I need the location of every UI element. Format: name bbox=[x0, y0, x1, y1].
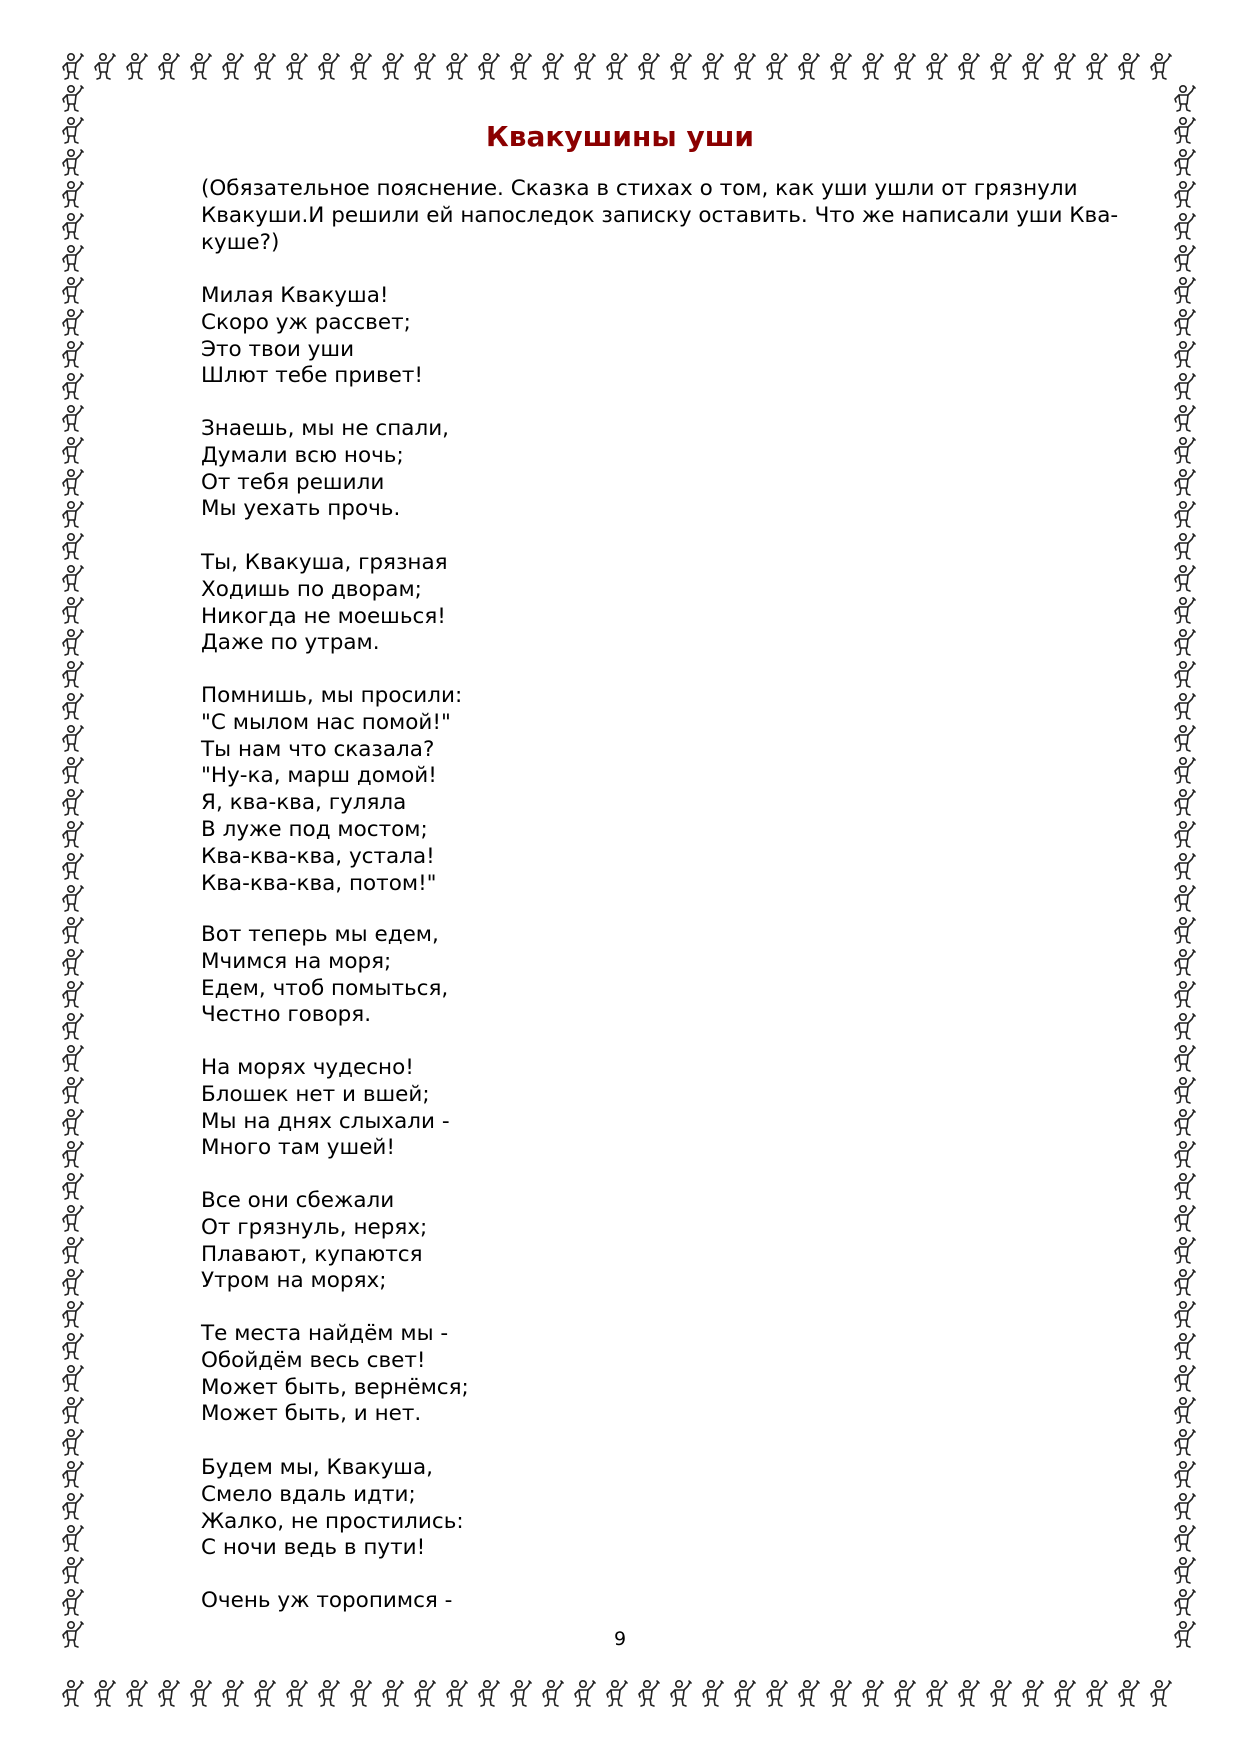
waving-figure-icon bbox=[56, 1010, 88, 1042]
waving-figure-icon bbox=[888, 50, 920, 82]
waving-figure-icon bbox=[56, 1586, 88, 1618]
waving-figure-icon bbox=[1168, 82, 1200, 114]
waving-figure-icon bbox=[56, 914, 88, 946]
waving-figure-icon bbox=[56, 786, 88, 818]
poem-line: Вот теперь мы едем, bbox=[201, 922, 439, 947]
waving-figure-icon bbox=[1168, 562, 1200, 594]
waving-figure-icon bbox=[440, 1677, 472, 1709]
waving-figure-icon bbox=[56, 402, 88, 434]
waving-figure-icon bbox=[1168, 754, 1200, 786]
waving-figure-icon bbox=[632, 1677, 664, 1709]
waving-figure-icon bbox=[952, 50, 984, 82]
poem-line: Может быть, и нет. bbox=[201, 1401, 422, 1427]
poem-line: Блошек нет и вшей; bbox=[201, 1081, 430, 1107]
waving-figure-icon bbox=[248, 50, 280, 82]
waving-figure-icon bbox=[504, 50, 536, 82]
poem-line: Жалко, не простились: bbox=[201, 1508, 464, 1534]
waving-figure-icon bbox=[56, 882, 88, 914]
stanza-7 bbox=[201, 1188, 427, 1295]
poem-line: От тебя решили bbox=[201, 469, 385, 495]
waving-figure-icon bbox=[1168, 594, 1200, 626]
waving-figure-icon bbox=[56, 1394, 88, 1426]
waving-figure-icon bbox=[1168, 1266, 1200, 1298]
waving-figure-icon bbox=[1048, 1677, 1080, 1709]
waving-figure-icon bbox=[56, 1138, 88, 1170]
waving-figure-icon bbox=[88, 50, 120, 82]
stanza-8 bbox=[201, 1321, 469, 1428]
waving-figure-icon bbox=[1168, 946, 1200, 978]
waving-figure-icon bbox=[1168, 1330, 1200, 1362]
waving-figure-icon bbox=[280, 1677, 312, 1709]
waving-figure-icon bbox=[56, 1362, 88, 1394]
waving-figure-icon bbox=[984, 1677, 1016, 1709]
waving-figure-icon bbox=[56, 1522, 88, 1554]
stanza-9 bbox=[201, 1455, 464, 1562]
stanza-4 bbox=[201, 683, 462, 897]
waving-figure-icon bbox=[440, 50, 472, 82]
waving-figure-icon bbox=[120, 50, 152, 82]
poem-line: Те места найдём мы - bbox=[201, 1321, 449, 1346]
waving-figure-icon bbox=[664, 1677, 696, 1709]
poem-line: Очень уж торопимся - bbox=[201, 1588, 453, 1613]
waving-figure-icon bbox=[1168, 1394, 1200, 1426]
poem-line: Может быть, вернёмся; bbox=[201, 1374, 469, 1400]
poem-line: Мы уехать прочь. bbox=[201, 496, 401, 522]
poem-line: Ходишь по дворам; bbox=[201, 576, 422, 602]
waving-figure-icon bbox=[1016, 1677, 1048, 1709]
waving-figure-icon bbox=[56, 1490, 88, 1522]
waving-figure-icon bbox=[56, 1298, 88, 1330]
waving-figure-icon bbox=[56, 434, 88, 466]
waving-figure-icon bbox=[216, 50, 248, 82]
waving-figure-icon bbox=[152, 1677, 184, 1709]
waving-figure-icon bbox=[56, 722, 88, 754]
waving-figure-icon bbox=[408, 1677, 440, 1709]
poem-line: Ква-ква-ква, потом!" bbox=[201, 870, 437, 896]
waving-figure-icon bbox=[1168, 242, 1200, 274]
waving-figure-icon bbox=[1016, 50, 1048, 82]
waving-figure-icon bbox=[56, 274, 88, 306]
waving-figure-icon bbox=[792, 1677, 824, 1709]
waving-figure-icon bbox=[248, 1677, 280, 1709]
intro-line: куше?) bbox=[201, 229, 280, 255]
stanza-2 bbox=[201, 416, 449, 523]
poem-line: Мчимся на моря; bbox=[201, 948, 392, 974]
waving-figure-icon bbox=[1168, 210, 1200, 242]
waving-figure-icon bbox=[1168, 1458, 1200, 1490]
waving-figure-icon bbox=[1168, 274, 1200, 306]
waving-figure-icon bbox=[1168, 914, 1200, 946]
waving-figure-icon bbox=[472, 1677, 504, 1709]
waving-figure-icon bbox=[56, 1042, 88, 1074]
waving-figure-icon bbox=[56, 1554, 88, 1586]
waving-figure-icon bbox=[1168, 978, 1200, 1010]
stanza-5 bbox=[201, 922, 448, 1029]
waving-figure-icon bbox=[1168, 1234, 1200, 1266]
waving-figure-icon bbox=[344, 50, 376, 82]
waving-figure-icon bbox=[664, 50, 696, 82]
poem-line: Смело вдаль идти; bbox=[201, 1481, 416, 1507]
waving-figure-icon bbox=[56, 370, 88, 402]
waving-figure-icon bbox=[1168, 434, 1200, 466]
waving-figure-icon bbox=[56, 1426, 88, 1458]
waving-figure-icon bbox=[1168, 786, 1200, 818]
waving-figure-icon bbox=[600, 50, 632, 82]
waving-figure-icon bbox=[536, 50, 568, 82]
waving-figure-icon bbox=[696, 50, 728, 82]
waving-figure-icon bbox=[984, 50, 1016, 82]
waving-figure-icon bbox=[1168, 626, 1200, 658]
page-border-bottom bbox=[56, 1677, 1176, 1709]
poem-line: Никогда не моешься! bbox=[201, 603, 446, 629]
waving-figure-icon bbox=[1168, 530, 1200, 562]
waving-figure-icon bbox=[760, 1677, 792, 1709]
waving-figure-icon bbox=[376, 1677, 408, 1709]
waving-figure-icon bbox=[56, 946, 88, 978]
waving-figure-icon bbox=[56, 82, 88, 114]
waving-figure-icon bbox=[1112, 50, 1144, 82]
stanza-6 bbox=[201, 1055, 450, 1162]
waving-figure-icon bbox=[376, 50, 408, 82]
waving-figure-icon bbox=[1168, 1426, 1200, 1458]
waving-figure-icon bbox=[56, 1266, 88, 1298]
waving-figure-icon bbox=[56, 1074, 88, 1106]
waving-figure-icon bbox=[184, 1677, 216, 1709]
poem-line: Думали всю ночь; bbox=[201, 442, 404, 468]
waving-figure-icon bbox=[856, 50, 888, 82]
waving-figure-icon bbox=[856, 1677, 888, 1709]
waving-figure-icon bbox=[56, 978, 88, 1010]
waving-figure-icon bbox=[56, 50, 88, 82]
poem-line: Едем, чтоб помыться, bbox=[201, 975, 449, 1001]
waving-figure-icon bbox=[536, 1677, 568, 1709]
intro-line: (Обязательное пояснение. Сказка в стихах о том, как уши ушли от грязнули bbox=[201, 176, 1078, 201]
poem-line: Знаешь, мы не спали, bbox=[201, 416, 450, 441]
poem-line: "С мылом нас помой!" bbox=[201, 709, 451, 735]
waving-figure-icon bbox=[1168, 1010, 1200, 1042]
waving-figure-icon bbox=[792, 50, 824, 82]
poem-line: Скоро уж рассвет; bbox=[201, 309, 411, 335]
intro-note bbox=[201, 176, 1131, 256]
waving-figure-icon bbox=[56, 818, 88, 850]
poem-line: Все они сбежали bbox=[201, 1188, 395, 1213]
waving-figure-icon bbox=[56, 562, 88, 594]
poem-line: С ночи ведь в пути! bbox=[201, 1535, 426, 1561]
waving-figure-icon bbox=[1168, 1074, 1200, 1106]
waving-figure-icon bbox=[408, 50, 440, 82]
waving-figure-icon bbox=[1168, 498, 1200, 530]
waving-figure-icon bbox=[1112, 1677, 1144, 1709]
waving-figure-icon bbox=[56, 178, 88, 210]
waving-figure-icon bbox=[56, 1170, 88, 1202]
waving-figure-icon bbox=[56, 1458, 88, 1490]
waving-figure-icon bbox=[312, 1677, 344, 1709]
waving-figure-icon bbox=[56, 306, 88, 338]
waving-figure-icon bbox=[824, 1677, 856, 1709]
waving-figure-icon bbox=[1080, 1677, 1112, 1709]
waving-figure-icon bbox=[1168, 1106, 1200, 1138]
waving-figure-icon bbox=[568, 1677, 600, 1709]
waving-figure-icon bbox=[344, 1677, 376, 1709]
poem-line: Ты, Квакуша, грязная bbox=[201, 550, 448, 575]
waving-figure-icon bbox=[56, 658, 88, 690]
waving-figure-icon bbox=[56, 210, 88, 242]
waving-figure-icon bbox=[56, 338, 88, 370]
waving-figure-icon bbox=[1048, 50, 1080, 82]
waving-figure-icon bbox=[568, 50, 600, 82]
waving-figure-icon bbox=[920, 1677, 952, 1709]
waving-figure-icon bbox=[56, 466, 88, 498]
waving-figure-icon bbox=[1168, 722, 1200, 754]
poem-line: Будем мы, Квакуша, bbox=[201, 1455, 433, 1480]
intro-line: Квакуши.И решили ей напоследок записку оставить. Что же написали уши Ква- bbox=[201, 202, 1119, 228]
poem-line: На морях чудесно! bbox=[201, 1055, 414, 1080]
page-number: 9 bbox=[613, 1628, 627, 1650]
waving-figure-icon bbox=[1168, 466, 1200, 498]
waving-figure-icon bbox=[1080, 50, 1112, 82]
stanza-10 bbox=[201, 1588, 452, 1615]
waving-figure-icon bbox=[696, 1677, 728, 1709]
waving-figure-icon bbox=[1168, 818, 1200, 850]
waving-figure-icon bbox=[1144, 1677, 1176, 1709]
poem-line: В луже под мостом; bbox=[201, 816, 428, 842]
waving-figure-icon bbox=[56, 530, 88, 562]
waving-figure-icon bbox=[280, 50, 312, 82]
waving-figure-icon bbox=[120, 1677, 152, 1709]
waving-figure-icon bbox=[632, 50, 664, 82]
poem-line: "Ну-ка, марш домой! bbox=[201, 763, 437, 789]
poem-line: Помнишь, мы просили: bbox=[201, 683, 463, 708]
waving-figure-icon bbox=[56, 690, 88, 722]
waving-figure-icon bbox=[56, 1677, 88, 1709]
waving-figure-icon bbox=[216, 1677, 248, 1709]
waving-figure-icon bbox=[1168, 1042, 1200, 1074]
poem-line: Это твои уши bbox=[201, 336, 355, 362]
waving-figure-icon bbox=[824, 50, 856, 82]
waving-figure-icon bbox=[56, 754, 88, 786]
waving-figure-icon bbox=[56, 594, 88, 626]
waving-figure-icon bbox=[56, 498, 88, 530]
waving-figure-icon bbox=[1168, 1554, 1200, 1586]
poem-line: Я, ква-ква, гуляла bbox=[201, 790, 407, 816]
waving-figure-icon bbox=[184, 50, 216, 82]
waving-figure-icon bbox=[56, 242, 88, 274]
waving-figure-icon bbox=[1168, 850, 1200, 882]
waving-figure-icon bbox=[920, 50, 952, 82]
waving-figure-icon bbox=[88, 1677, 120, 1709]
waving-figure-icon bbox=[760, 50, 792, 82]
page-border-right bbox=[1168, 82, 1200, 1650]
waving-figure-icon bbox=[56, 1106, 88, 1138]
stanza-3 bbox=[201, 550, 448, 657]
waving-figure-icon bbox=[1168, 1362, 1200, 1394]
waving-figure-icon bbox=[952, 1677, 984, 1709]
poem-line: Плавают, купаются bbox=[201, 1241, 423, 1267]
page-title: Квакушины уши bbox=[485, 120, 755, 153]
waving-figure-icon bbox=[1168, 1490, 1200, 1522]
waving-figure-icon bbox=[56, 850, 88, 882]
poem-line: Даже по утрам. bbox=[201, 630, 380, 656]
poem-line: Ты нам что сказала? bbox=[201, 736, 435, 762]
waving-figure-icon bbox=[1168, 658, 1200, 690]
waving-figure-icon bbox=[1168, 338, 1200, 370]
waving-figure-icon bbox=[56, 1330, 88, 1362]
waving-figure-icon bbox=[728, 50, 760, 82]
waving-figure-icon bbox=[1168, 1170, 1200, 1202]
waving-figure-icon bbox=[1168, 178, 1200, 210]
waving-figure-icon bbox=[1168, 1138, 1200, 1170]
poem-line: Ква-ква-ква, устала! bbox=[201, 843, 435, 869]
waving-figure-icon bbox=[56, 626, 88, 658]
waving-figure-icon bbox=[152, 50, 184, 82]
waving-figure-icon bbox=[56, 1202, 88, 1234]
waving-figure-icon bbox=[1168, 1202, 1200, 1234]
waving-figure-icon bbox=[472, 50, 504, 82]
waving-figure-icon bbox=[1168, 1298, 1200, 1330]
waving-figure-icon bbox=[1168, 1522, 1200, 1554]
waving-figure-icon bbox=[728, 1677, 760, 1709]
poem-line: От грязнуль, нерях; bbox=[201, 1214, 428, 1240]
poem-line: Обойдём весь свет! bbox=[201, 1347, 426, 1373]
poem-line: Милая Квакуша! bbox=[201, 283, 389, 308]
waving-figure-icon bbox=[600, 1677, 632, 1709]
waving-figure-icon bbox=[1168, 1586, 1200, 1618]
waving-figure-icon bbox=[504, 1677, 536, 1709]
waving-figure-icon bbox=[1168, 882, 1200, 914]
waving-figure-icon bbox=[312, 50, 344, 82]
waving-figure-icon bbox=[888, 1677, 920, 1709]
waving-figure-icon bbox=[56, 1234, 88, 1266]
poem-line: Много там ушей! bbox=[201, 1135, 396, 1161]
page-border-top bbox=[56, 50, 1176, 82]
waving-figure-icon bbox=[1168, 306, 1200, 338]
poem-line: Утром на морях; bbox=[201, 1268, 387, 1294]
waving-figure-icon bbox=[1168, 402, 1200, 434]
waving-figure-icon bbox=[1144, 50, 1176, 82]
waving-figure-icon bbox=[1168, 370, 1200, 402]
waving-figure-icon bbox=[1168, 690, 1200, 722]
poem-line: Шлют тебе привет! bbox=[201, 363, 423, 389]
stanza-1 bbox=[201, 283, 423, 390]
poem-line: Честно говоря. bbox=[201, 1002, 372, 1028]
poem-line: Мы на днях слыхали - bbox=[201, 1108, 450, 1134]
page-border-left bbox=[56, 82, 88, 1650]
